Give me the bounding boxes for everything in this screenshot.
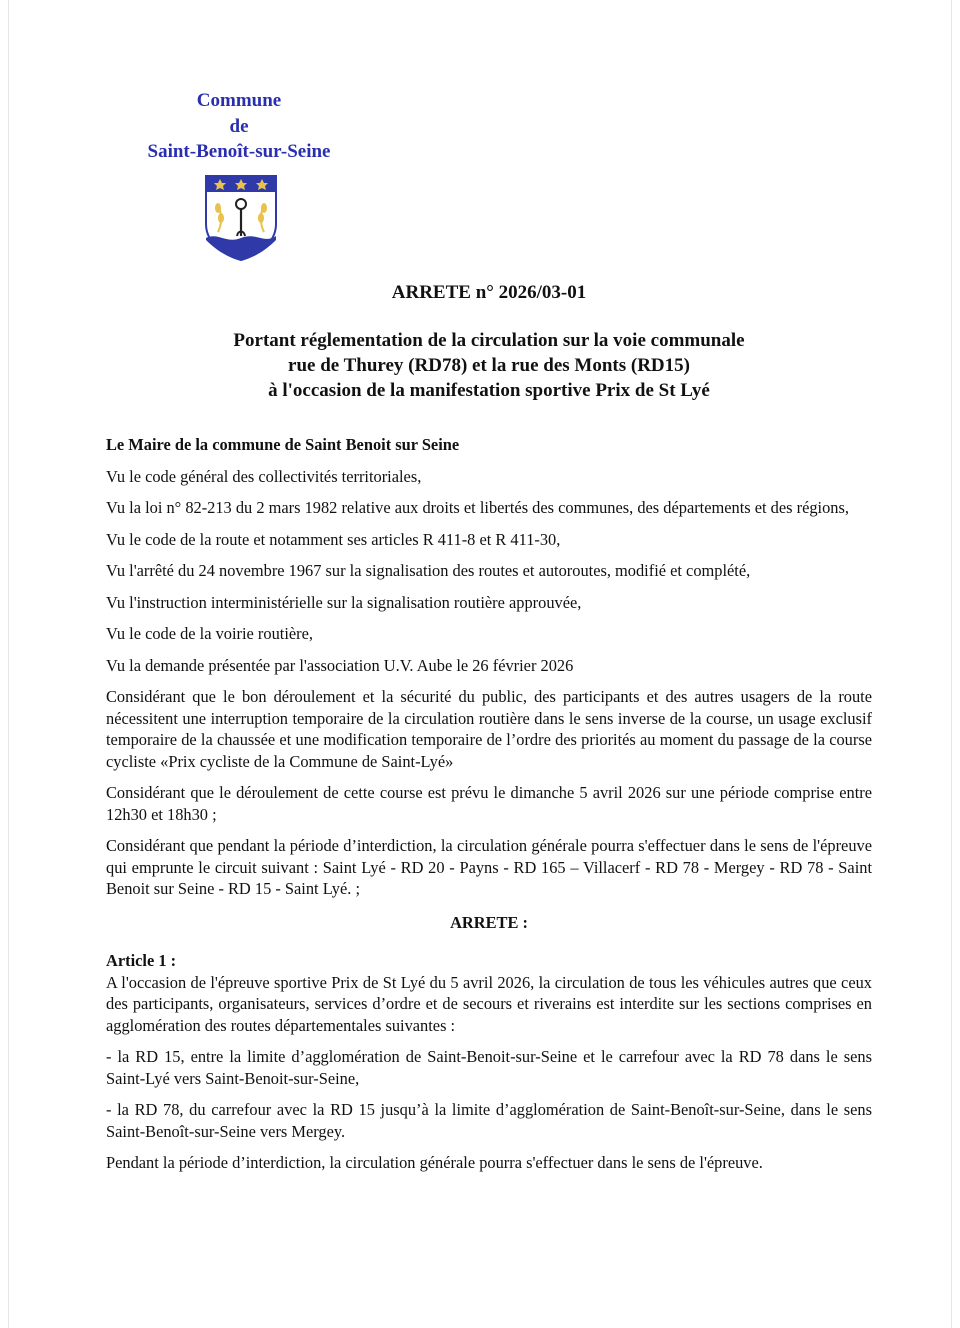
decree-title: ARRETE n° 2026/03-01 [391,282,587,303]
considerant-item: Considérant que pendant la période d’interdiction, la circulation générale pourra s'effectuer dans le sens de l'épreuve qui emprunte le circuit suivant : Saint Lyé - RD 20 - Payns - RD 165 – Villacerf - RD 78 - Mergey - RD 78 - Saint Benoit sur Seine - RD 15 - Saint Lyé. ; [106,836,872,898]
subtitle-line-2: rue de Thurey (RD78) et la rue des Monts (RD15) [288,355,690,376]
article-1-title: Article 1 : [106,951,177,970]
article-1-intro: A l'occasion de l'épreuve sportive Prix de St Lyé du 5 avril 2026, la circulation de tous les véhicules autres que ceux des participants, organisateurs, services d’ordre et de secours et riverains est interdite sur les sections comprises en agglomération des routes départementales suivantes : [106,972,872,1035]
vu-item: Vu le code général des collectivités territoriales, [106,466,422,486]
vu-item: Vu le code de la voirie routière, [106,624,313,643]
considerant-item: Considérant que le bon déroulement et la sécurité du public, des participants et des autres usagers de la route nécessitent une interruption temporaire de la circulation routière dans le sens inverse de la course, un usage exclusif temporaire de la chaussée et une modification temporaire de l’ordre des priorités au moment du passage de la course cycliste «Prix cycliste de la Commune de Saint-Lyé» [106,687,872,771]
mayor-line: Le Maire de la commune de Saint Benoit sur Seine [106,435,460,454]
decree-body [106,434,872,1184]
vu-item: Vu le code de la route et notamment ses articles R 411-8 et R 411-30, [106,529,561,549]
commune-line-2: de [229,115,249,137]
decree-subtitle [9,328,960,403]
subtitle-line-3: à l'occasion de la manifestation sportive Prix de St Lyé [268,380,710,401]
considerant-item: Considérant que le déroulement de cette course est prévu le dimanche 5 avril 2026 sur une période comprise entre 12h30 et 18h30 ; [106,783,872,824]
coat-of-arms-icon [204,174,278,262]
vu-item: Vu la demande présentée par l'association U.V. Aube le 26 février 2026 [106,655,574,675]
commune-line-3: Saint-Benoît-sur-Seine [147,141,331,162]
commune-header [119,88,359,165]
page [8,0,952,1328]
arrete-heading: ARRETE : [450,912,528,932]
subtitle-line-1: Portant réglementation de la circulation sur la voie communale [233,330,745,351]
vu-item: Vu la loi n° 82-213 du 2 mars 1982 relative aux droits et libertés des communes, des départements et des régions, [106,498,849,517]
article-1-closing: Pendant la période d’interdiction, la circulation générale pourra s'effectuer dans le sens de l'épreuve. [106,1153,763,1172]
article-1-item: - la RD 78, du carrefour avec la RD 15 jusqu’à la limite d’agglomération de Saint-Benoît-sur-Seine, dans le sens Saint-Benoît-sur-Seine vers Mergey. [106,1100,872,1141]
article-1-item: - la RD 15, entre la limite d’agglomération de Saint-Benoit-sur-Seine et le carrefour avec la RD 78 dans le sens Saint-Lyé vers Saint-Benoit-sur-Seine, [106,1047,872,1088]
commune-line-1: Commune [196,90,282,111]
vu-item: Vu l'arrêté du 24 novembre 1967 sur la signalisation des routes et autoroutes, modifié et complété, [106,561,751,580]
vu-item: Vu l'instruction interministérielle sur la signalisation routière approuvée, [106,592,582,612]
